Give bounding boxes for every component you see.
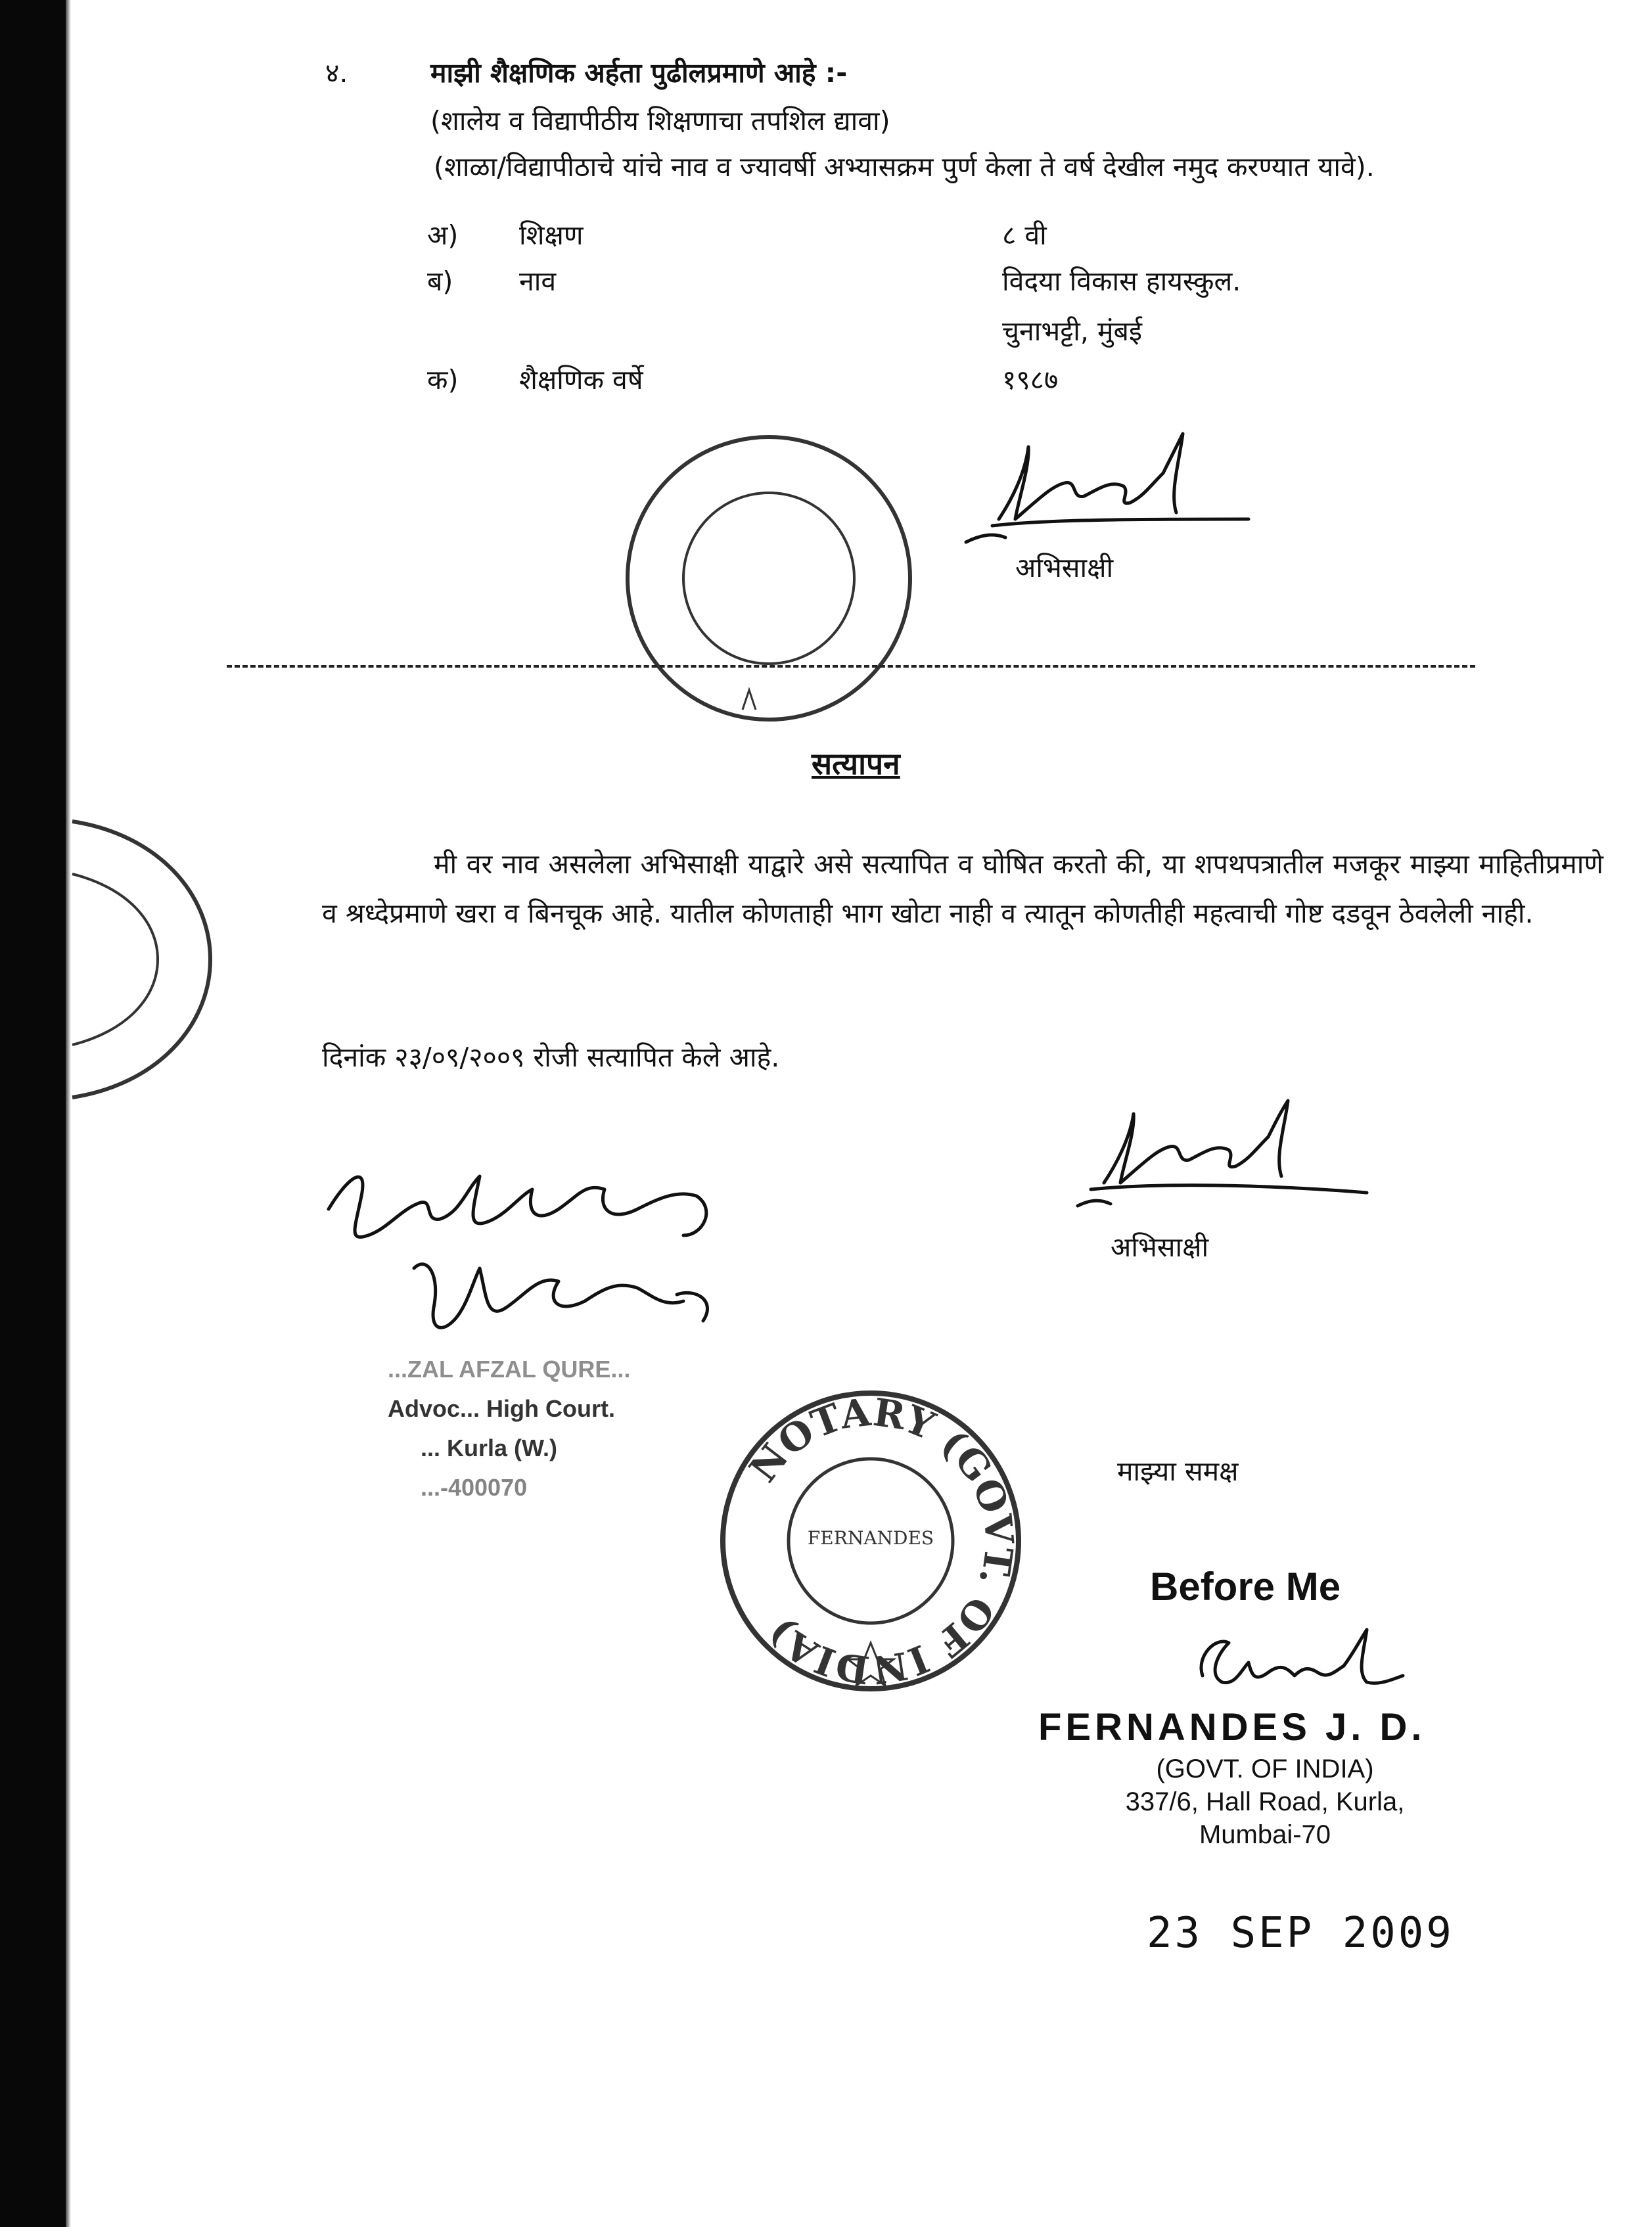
before-me-marathi: माझ्या समक्ष — [1117, 1456, 1239, 1487]
verification-paragraph: मी वर नाव असलेला अभिसाक्षी याद्वारे असे सत्यापित व घोषित करतो की, या शपथपत्रातील मजकूर माझ्या माहितीप्रमाणे व श्रध्देप्रमाणे खरा व बिनचूक आहे. यातील कोणताही भाग खोटा नाही व त्यातून कोणतीही महत्वाची गोष्ट दडवून ठेवलेली नाही. — [322, 848, 1603, 929]
notary-seal — [713, 1383, 1028, 1699]
date-stamp: 23 SEP 2009 — [1147, 1909, 1454, 1958]
notary-signature — [1176, 1617, 1413, 1709]
identifier-signature — [309, 1137, 874, 1354]
row-key: ब) — [427, 265, 453, 297]
row-value-line2: चुनाभट्टी, मुंबई — [1002, 315, 1143, 347]
deponent-signature-top — [953, 421, 1268, 552]
seal-ring-text: NOTARY (GOVT. OF INDIA) — [741, 1389, 1022, 1693]
notary-line2: 337/6, Hall Road, Kurla, — [1125, 1787, 1405, 1816]
deponent-signature-bottom — [1065, 1091, 1380, 1222]
advocate-stamp-line1: ...ZAL AFZAL QURE... — [388, 1356, 631, 1383]
scan-edge-bar — [0, 0, 66, 2227]
row-key: अ) — [427, 219, 459, 251]
notary-name: FERNANDES J. D. — [1038, 1706, 1426, 1749]
row-label: शिक्षण — [519, 219, 584, 251]
row-value: ८ वी — [1002, 219, 1047, 251]
row-label: शैक्षणिक वर्षे — [519, 364, 643, 396]
row-value: १९८७ — [1002, 364, 1059, 396]
row-label: नाव — [519, 265, 557, 297]
section-subtitle-1: (शालेय व विद्यापीठीय शिक्षणाचा तपशिल द्यावा) — [430, 105, 890, 137]
verification-date-line: दिनांक २३/०९/२००९ रोजी सत्यापित केले आहे. — [322, 1042, 780, 1073]
advocate-stamp-line4: ...-400070 — [421, 1474, 528, 1501]
before-me-label: Before Me — [1150, 1565, 1341, 1609]
section-number: ४. — [325, 57, 348, 89]
row-key: क) — [427, 364, 459, 396]
seal-center-text: FERNANDES — [807, 1527, 934, 1549]
section-title: माझी शैक्षणिक अर्हता पुढीलप्रमाणे आहे :- — [430, 57, 848, 89]
section-subtitle-2: (शाळा/विद्यापीठाचे यांचे नाव व ज्यावर्षी अभ्यासक्रम पुर्ण केला ते वर्ष देखील नमुद करण्यात यावे). — [434, 151, 1375, 183]
advocate-stamp-line2: Advoc... High Court. — [388, 1395, 615, 1422]
notary-line1: (GOVT. OF INDIA) — [1156, 1755, 1374, 1783]
verification-heading: सत्यापन — [812, 746, 900, 781]
deponent-label-top: अभिसाक्षी — [1015, 552, 1114, 584]
section-separator — [227, 665, 1475, 668]
notary-line3: Mumbai-70 — [1199, 1820, 1331, 1849]
advocate-stamp-line3: ... Kurla (W.) — [421, 1435, 558, 1461]
notary-seal-partial — [53, 808, 223, 1111]
deponent-label-bottom: अभिसाक्षी — [1111, 1231, 1209, 1263]
row-value: विदया विकास हायस्कुल. — [1002, 265, 1241, 297]
notary-seal-top — [618, 427, 920, 729]
